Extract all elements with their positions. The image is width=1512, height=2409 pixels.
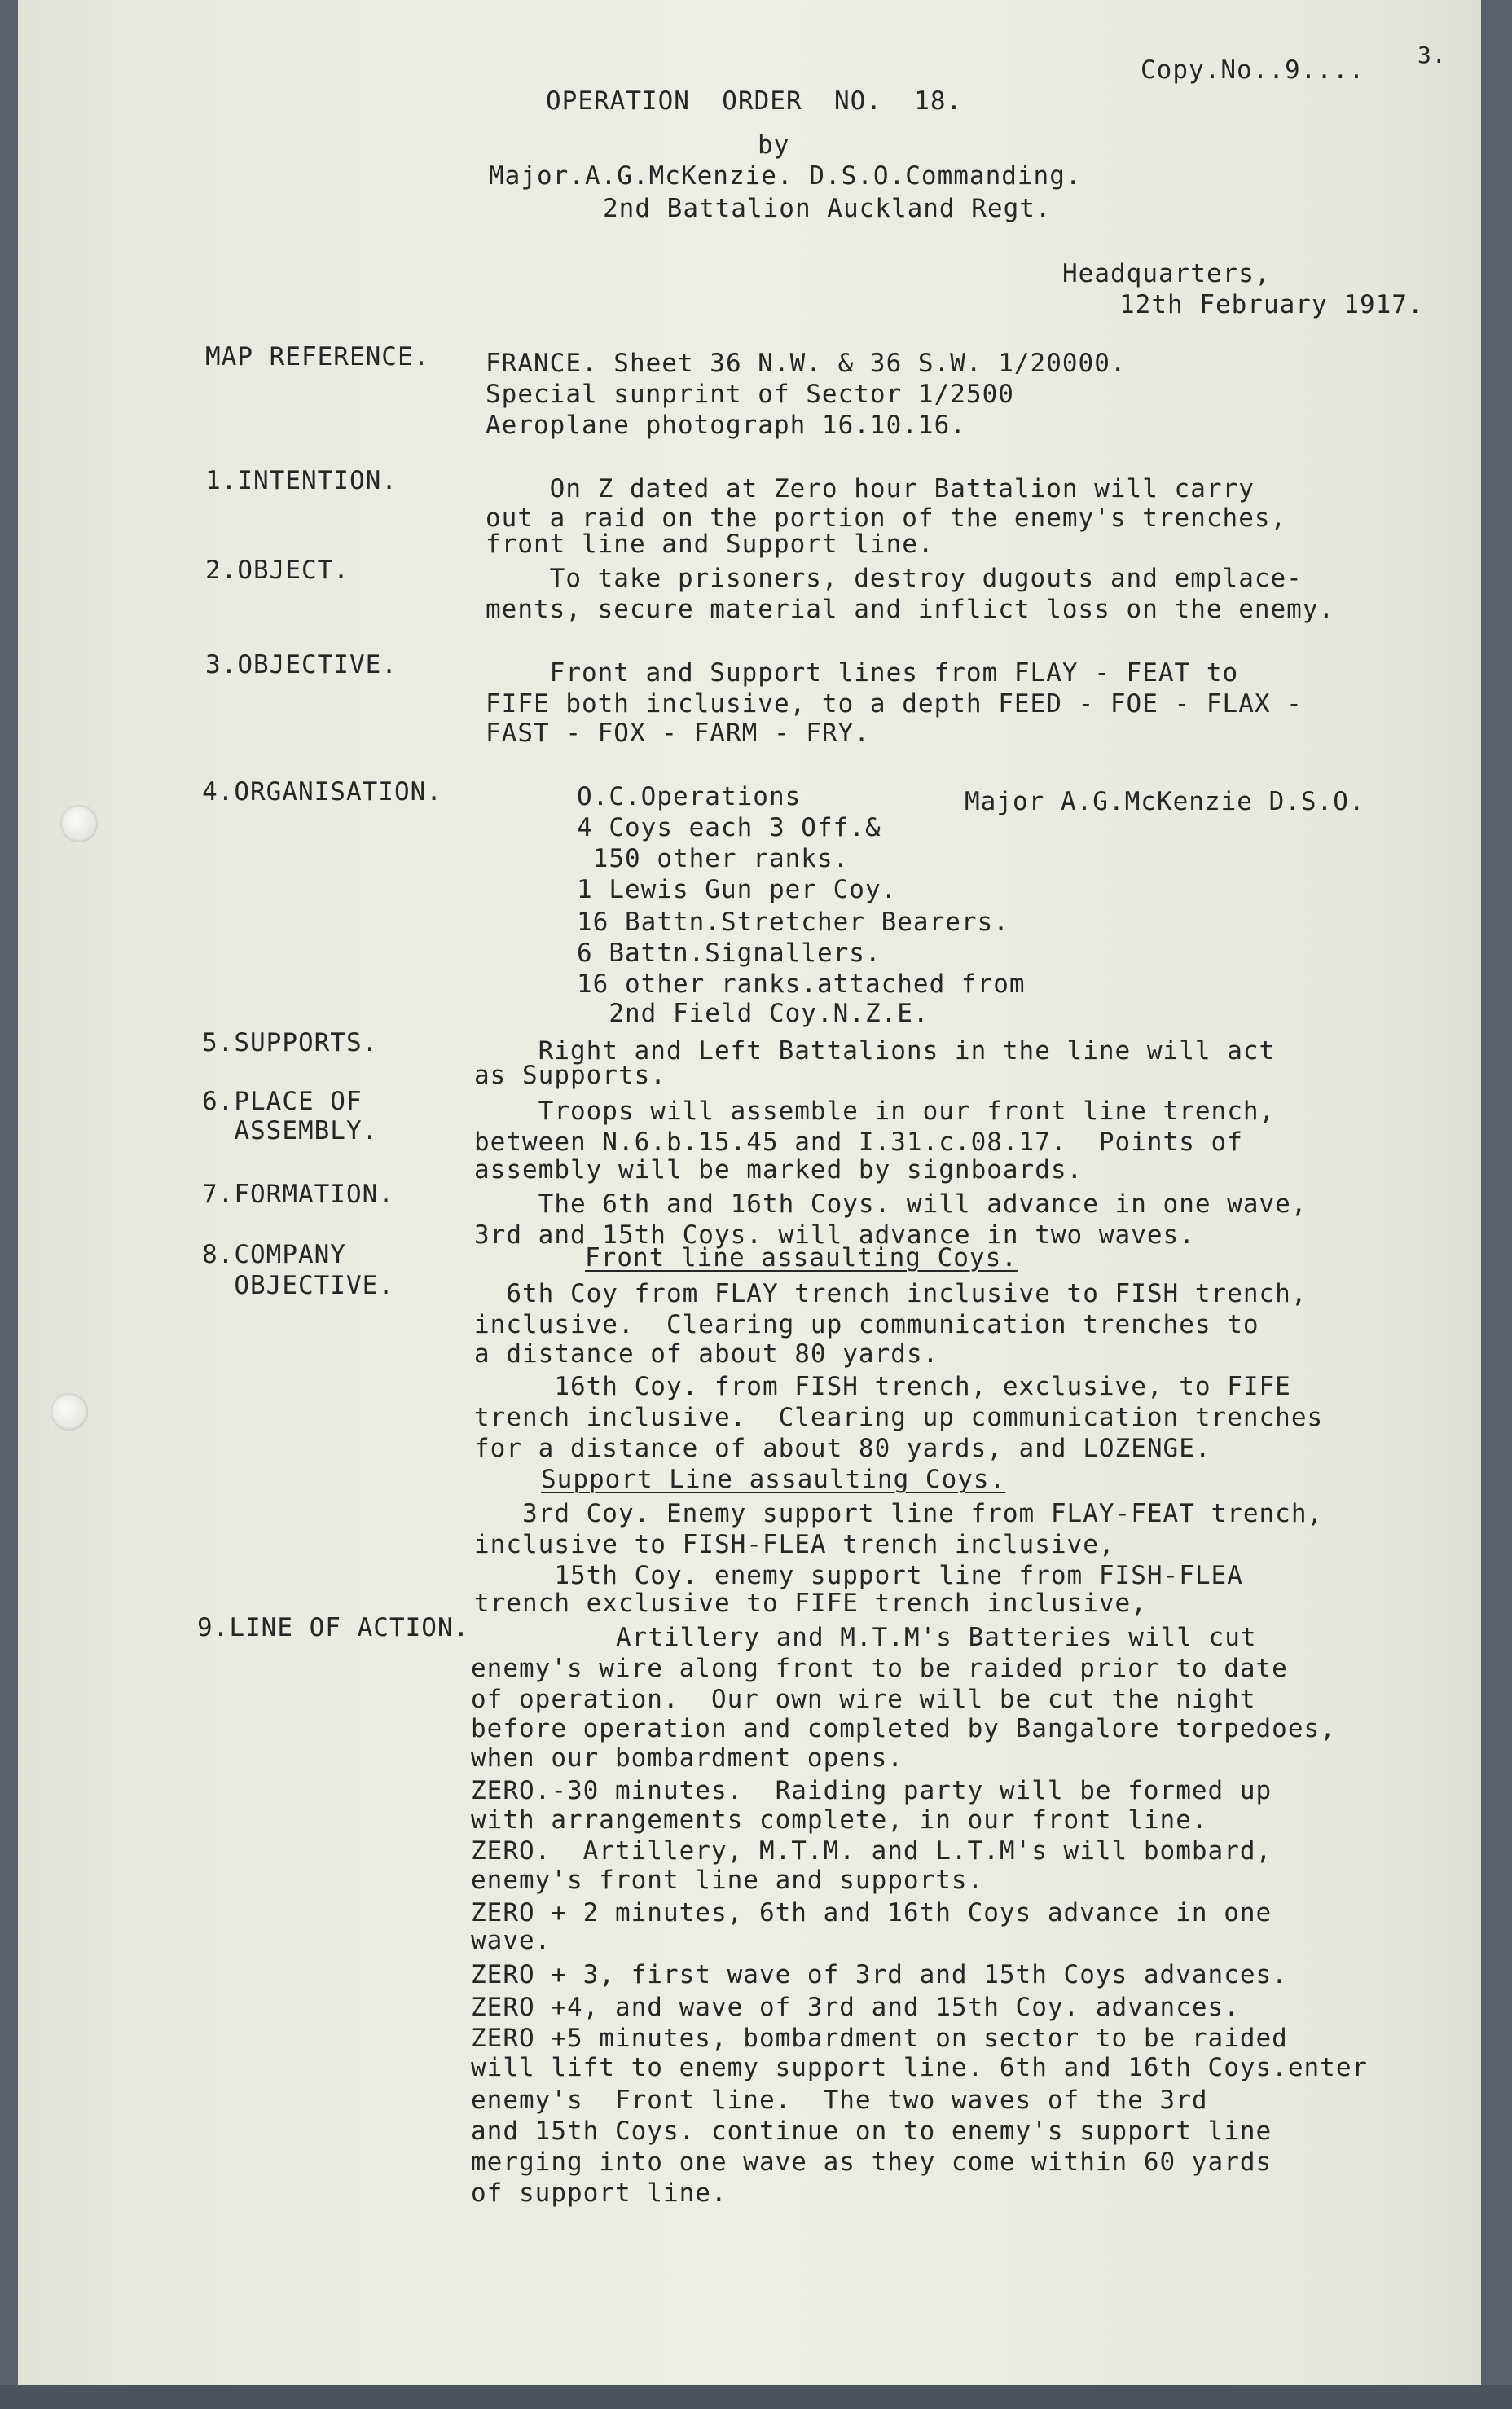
line-of-action-line: ZERO. Artillery, M.T.M. and L.T.M's will bombard, [471,1836,1272,1866]
line-of-action-line: Artillery and M.T.M's Batteries will cut [616,1623,1257,1652]
section-label-object: 2.OBJECT. [205,556,349,585]
organisation-line: 2nd Field Coy.N.Z.E. [577,999,930,1028]
company-objective-line: trench exclusive to FIFE trench inclusive, [474,1589,1147,1618]
line-of-action-line: of operation. Our own wire will be cut the night [471,1685,1256,1714]
front-line-heading: Front line assaulting Coys. [585,1243,1018,1273]
copy-number: Copy.No..9.... [1141,55,1365,85]
section-label-formation: 7.FORMATION. [202,1180,394,1209]
line-of-action-line: enemy's front line and supports. [471,1866,984,1895]
page-number: 3. [1418,42,1447,68]
order-title: OPERATION ORDER NO. 18. [546,86,963,116]
section-label-company-objective: OBJECTIVE. [202,1271,394,1300]
section-label-objective: 3.OBJECTIVE. [205,650,398,679]
line-of-action-line: enemy's Front line. The two waves of the 3rd [471,2086,1208,2115]
assembly-line: Troops will assemble in our front line trench, [474,1097,1276,1126]
date-line: 12th February 1917. [1119,290,1424,319]
organisation-line: 4 Coys each 3 Off.& [577,813,881,842]
company-objective-line: inclusive to FISH-FLEA trench inclusive, [474,1530,1115,1559]
object-line: ments, secure material and inflict loss on the enemy. [486,595,1335,624]
oc-operations-label: O.C.Operations [577,782,802,811]
supports-line: Right and Left Battalions in the line will act [474,1036,1276,1066]
organisation-line: 6 Battn.Signallers. [577,939,881,968]
line-of-action-line: wave. [471,1926,552,1955]
supports-line: as Supports. [474,1061,666,1090]
company-objective-line: inclusive. Clearing up communication trenches to [474,1310,1259,1339]
map-reference-label: MAP REFERENCE. [205,342,430,371]
document-page [18,0,1481,2409]
object-line: To take prisoners, destroy dugouts and emplace- [486,564,1303,593]
line-of-action-line: and 15th Coys. continue on to enemy's support line [471,2117,1272,2146]
by-line: by [758,130,790,160]
company-objective-line: 16th Coy. from FISH trench, exclusive, to FIFE [474,1372,1291,1401]
line-of-action-line: will lift to enemy support line. 6th and 16th Coys.enter [471,2053,1369,2082]
section-label-assembly: 6.PLACE OF [202,1087,363,1116]
section-label-intention: 1.INTENTION. [205,466,398,495]
line-of-action-line: ZERO.-30 minutes. Raiding party will be formed up [471,1776,1272,1805]
line-of-action-line: ZERO +4, and wave of 3rd and 15th Coy. advances. [471,1993,1240,2022]
intention-line: On Z dated at Zero hour Battalion will carry [486,474,1255,503]
punch-hole [60,805,98,842]
assembly-line: between N.6.b.15.45 and I.31.c.08.17. Points of [474,1128,1243,1157]
line-of-action-line: ZERO +5 minutes, bombardment on sector to be raided [471,2024,1288,2053]
company-objective-line: 15th Coy. enemy support line from FISH-FLEA [474,1561,1243,1590]
formation-line: 3rd and 15th Coys. will advance in two waves. [474,1220,1195,1250]
objective-line: FAST - FOX - FARM - FRY. [486,719,870,748]
company-objective-line: 3rd Coy. Enemy support line from FLAY-FEAT trench, [474,1499,1324,1528]
punch-hole [51,1393,88,1431]
company-objective-line: a distance of about 80 yards. [474,1339,939,1369]
map-reference-line: FRANCE. Sheet 36 N.W. & 36 S.W. 1/20000. [486,349,1127,378]
objective-line: FIFE both inclusive, to a depth FEED - FOE - FLAX - [486,689,1303,719]
line-of-action-line: enemy's wire along front to be raided prior to date [471,1654,1288,1683]
section-label-supports: 5.SUPPORTS. [202,1028,379,1057]
organisation-line: 16 other ranks.attached from [577,969,1026,999]
objective-line: Front and Support lines from FLAY - FEAT to [486,658,1239,688]
line-of-action-line: merging into one wave as they come within 60 yards [471,2147,1272,2177]
line-of-action-line: ZERO + 2 minutes, 6th and 16th Coys advance in one [471,1898,1272,1928]
line-of-action-line: with arrangements complete, in our front line. [471,1805,1208,1835]
section-label-line-of-action: 9.LINE OF ACTION. [197,1613,470,1642]
assembly-line: assembly will be marked by signboards. [474,1155,1083,1185]
section-label-company-objective: 8.COMPANY [202,1240,346,1269]
intention-line: front line and Support line. [486,530,934,559]
organisation-line: 16 Battn.Stretcher Bearers. [577,908,1009,937]
company-objective-line: 6th Coy from FLAY trench inclusive to FISH trench, [474,1279,1308,1308]
company-objective-line: trench inclusive. Clearing up communication trenches [474,1403,1324,1432]
oc-operations-name: Major A.G.McKenzie D.S.O. [965,787,1365,816]
company-objective-line: for a distance of about 80 yards, and LOZENGE. [474,1434,1211,1463]
section-label-organisation: 4.ORGANISATION. [202,777,442,807]
line-of-action-line: before operation and completed by Bangalore torpedoes, [471,1714,1336,1743]
organisation-line: 1 Lewis Gun per Coy. [577,875,898,904]
intention-line: out a raid on the portion of the enemy's trenches, [486,503,1287,533]
line-of-action-line: of support line. [471,2178,727,2208]
map-reference-line: Aeroplane photograph 16.10.16. [486,411,966,440]
author-line: Major.A.G.McKenzie. D.S.O.Commanding. [489,161,1082,191]
location-line: Headquarters, [1062,259,1271,288]
formation-line: The 6th and 16th Coys. will advance in one wave, [474,1189,1308,1219]
scan-background-strip [0,2385,1512,2409]
section-label-assembly: ASSEMBLY. [202,1116,379,1145]
organisation-line: 150 other ranks. [577,844,850,873]
line-of-action-line: when our bombardment opens. [471,1743,903,1773]
unit-line: 2nd Battalion Auckland Regt. [603,194,1052,223]
support-line-heading: Support Line assaulting Coys. [541,1465,1006,1494]
line-of-action-line: ZERO + 3, first wave of 3rd and 15th Coys advances. [471,1960,1288,1989]
map-reference-line: Special sunprint of Sector 1/2500 [486,380,1014,409]
